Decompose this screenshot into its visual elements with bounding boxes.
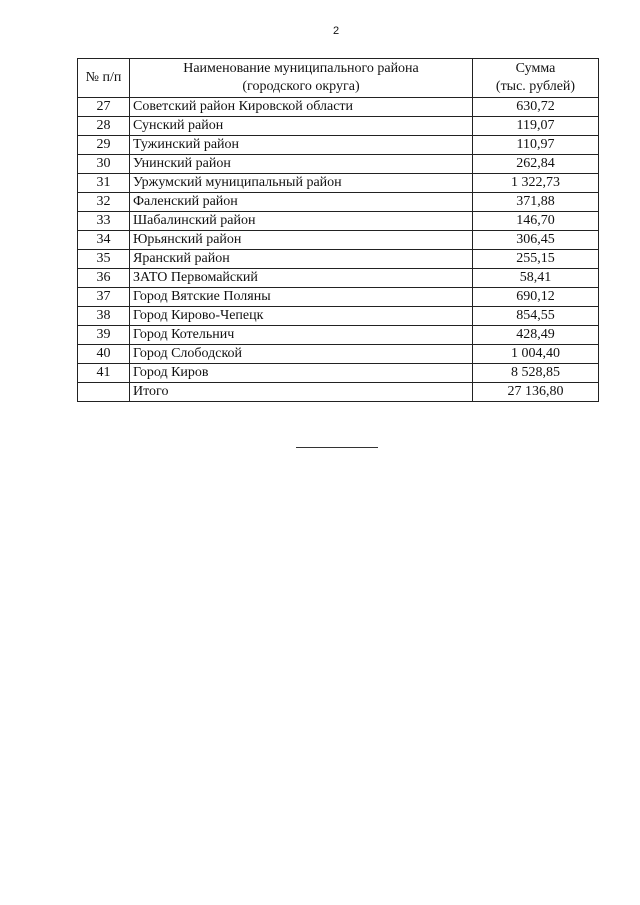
total-number — [78, 383, 130, 402]
table-row — [78, 117, 599, 136]
row-number: 29 — [78, 136, 130, 155]
row-name: Город Котельнич — [130, 326, 473, 345]
row-name: Советский район Кировской области — [130, 98, 473, 117]
row-number: 38 — [78, 307, 130, 326]
table-row — [78, 212, 599, 231]
table-row — [78, 98, 599, 117]
row-number: 37 — [78, 288, 130, 307]
row-sum: 1 004,40 — [473, 345, 599, 364]
total-row — [78, 383, 599, 402]
header-sum — [473, 59, 599, 98]
row-number: 28 — [78, 117, 130, 136]
table-header — [78, 59, 599, 98]
row-name: Город Киров — [130, 364, 473, 383]
row-sum: 8 528,85 — [473, 364, 599, 383]
table-row — [78, 155, 599, 174]
header-name — [130, 59, 473, 98]
header-name-line1: Наименование муниципального района — [183, 61, 419, 76]
row-number: 41 — [78, 364, 130, 383]
table-row — [78, 250, 599, 269]
row-name: ЗАТО Первомайский — [130, 269, 473, 288]
table-row — [78, 231, 599, 250]
row-name: Шабалинский район — [130, 212, 473, 231]
row-sum: 854,55 — [473, 307, 599, 326]
header-row — [78, 59, 599, 98]
row-number: 34 — [78, 231, 130, 250]
table-row — [78, 288, 599, 307]
row-name: Яранский район — [130, 250, 473, 269]
row-number: 31 — [78, 174, 130, 193]
row-name: Город Кирово-Чепецк — [130, 307, 473, 326]
header-name-line2: (городского округа) — [242, 79, 360, 94]
row-name: Тужинский район — [130, 136, 473, 155]
row-number: 33 — [78, 212, 130, 231]
header-sum-line1: Сумма — [515, 61, 556, 76]
row-number: 30 — [78, 155, 130, 174]
row-sum: 255,15 — [473, 250, 599, 269]
page-number: 2 — [332, 25, 340, 37]
row-sum: 690,12 — [473, 288, 599, 307]
table-row — [78, 326, 599, 345]
row-name: Сунский район — [130, 117, 473, 136]
total-label: Итого — [130, 383, 473, 402]
total-sum: 27 136,80 — [473, 383, 599, 402]
row-name: Город Слободской — [130, 345, 473, 364]
row-number: 39 — [78, 326, 130, 345]
row-name: Фаленский район — [130, 193, 473, 212]
row-name: Унинский район — [130, 155, 473, 174]
table-row — [78, 136, 599, 155]
row-sum: 58,41 — [473, 269, 599, 288]
row-sum: 262,84 — [473, 155, 599, 174]
row-name: Уржумский муниципальный район — [130, 174, 473, 193]
end-of-document-rule — [296, 447, 378, 448]
row-sum: 371,88 — [473, 193, 599, 212]
table-row — [78, 269, 599, 288]
header-number: № п/п — [78, 59, 130, 98]
row-name: Город Вятские Поляны — [130, 288, 473, 307]
row-number: 32 — [78, 193, 130, 212]
row-number: 40 — [78, 345, 130, 364]
table-row — [78, 174, 599, 193]
row-sum: 428,49 — [473, 326, 599, 345]
row-number: 35 — [78, 250, 130, 269]
table-body — [78, 98, 599, 402]
table-row — [78, 193, 599, 212]
row-sum: 119,07 — [473, 117, 599, 136]
row-sum: 1 322,73 — [473, 174, 599, 193]
header-sum-line2: (тыс. рублей) — [495, 79, 576, 94]
table-row — [78, 364, 599, 383]
budget-distribution-table — [77, 58, 599, 402]
row-number: 36 — [78, 269, 130, 288]
row-sum: 110,97 — [473, 136, 599, 155]
row-sum: 146,70 — [473, 212, 599, 231]
row-name: Юрьянский район — [130, 231, 473, 250]
row-number: 27 — [78, 98, 130, 117]
row-sum: 306,45 — [473, 231, 599, 250]
row-sum: 630,72 — [473, 98, 599, 117]
table-row — [78, 345, 599, 364]
table-row — [78, 307, 599, 326]
